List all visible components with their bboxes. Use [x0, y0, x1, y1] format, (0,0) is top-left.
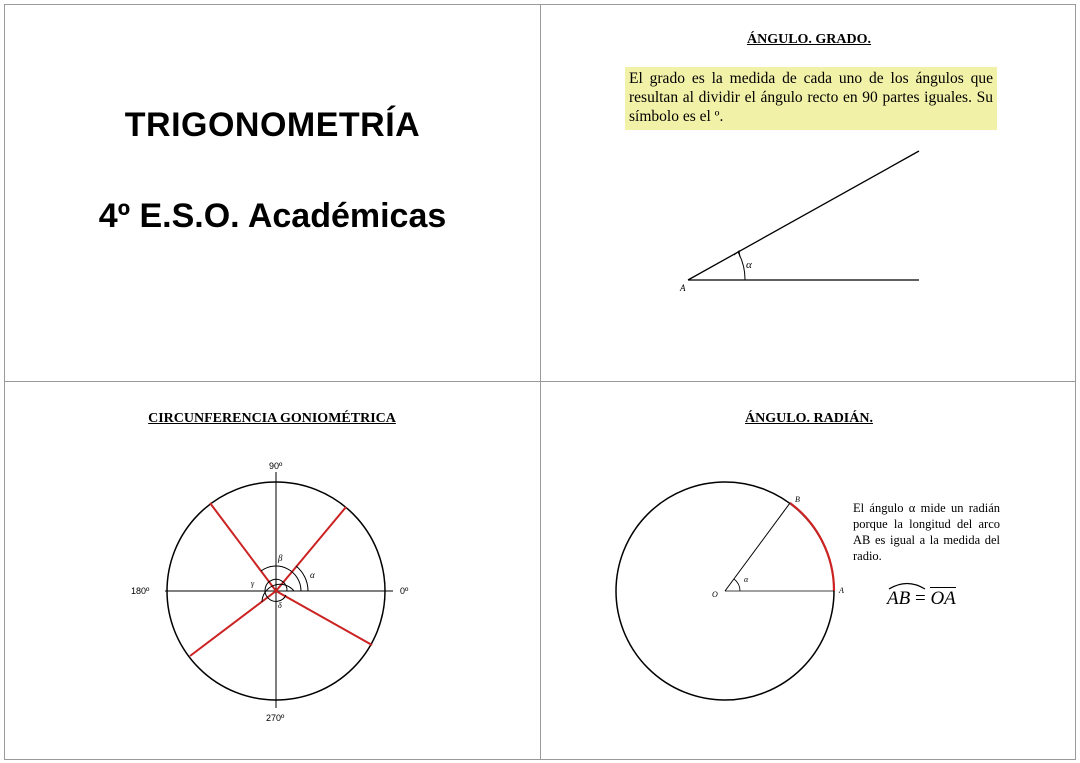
label-270: 270º: [266, 713, 285, 723]
formula-arc-term: [887, 588, 910, 610]
radian-angle-arc: [734, 579, 740, 591]
label-180: 180º: [131, 586, 150, 596]
formula-arc-label: AB: [887, 588, 911, 609]
angle-terminal-side: [688, 151, 919, 280]
radius-delta: [276, 591, 372, 645]
label-delta: δ: [278, 601, 282, 610]
label-o: O: [712, 590, 718, 599]
radian-heading: ÁNGULO. RADIÁN.: [745, 411, 873, 426]
slide-title: [4, 4, 541, 382]
label-alpha: α: [744, 575, 749, 584]
label-alpha: α: [310, 570, 315, 580]
radian-diagram: [541, 382, 1076, 760]
label-0: 0º: [400, 586, 409, 596]
degree-definition: El grado es la medida de cada uno de los ángulos que resultan al dividir el ángulo recto en 90 partes iguales. Su símbolo es el º.: [625, 67, 997, 130]
main-title: TRIGONOMETRÍA: [124, 106, 421, 144]
slide-unit-circle: [4, 381, 541, 760]
label-90: 90º: [269, 461, 283, 471]
arc-ab: [790, 503, 834, 591]
label-beta: β: [278, 553, 283, 563]
radius-beta: [210, 503, 276, 591]
circle-heading: CIRCUNFERENCIA GONIOMÉTRICA: [148, 411, 396, 426]
slide-radian: [540, 381, 1076, 760]
angle-arc: [738, 252, 745, 280]
label-gamma: γ: [251, 579, 255, 588]
arc-equals-radius-formula: [887, 588, 956, 610]
course-subtitle: 4º E.S.O. Académicas: [98, 197, 447, 235]
arc-accent-icon: [887, 580, 927, 590]
degree-heading: ÁNGULO. GRADO.: [746, 32, 872, 47]
vertex-a-label: A: [680, 283, 686, 293]
radian-explanation: El ángulo α mide un radián porque la longitud del arco AB es igual a la medida del radio.: [853, 501, 1000, 563]
slide-degree: [540, 4, 1076, 382]
degree-angle-diagram: [541, 5, 1076, 382]
label-a: A: [839, 586, 844, 595]
radius-ob: [725, 503, 790, 591]
formula-segment-label: OA: [930, 588, 956, 609]
label-b: B: [795, 495, 800, 504]
angle-alpha-label: α: [746, 259, 752, 271]
unit-circle-diagram: [5, 382, 541, 760]
formula-equals: =: [910, 588, 931, 609]
radius-gamma: [190, 591, 276, 656]
